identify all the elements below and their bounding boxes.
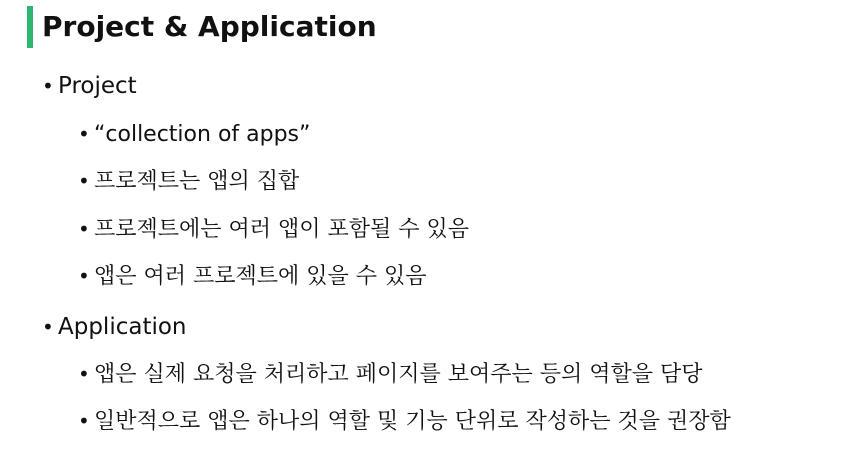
bullet-text: 앱은 실제 요청을 처리하고 페이지를 보여주는 등의 역할을 담당 — [94, 362, 703, 387]
sub-bullet — [78, 166, 299, 196]
bullet-text: “collection of apps” — [94, 122, 311, 147]
bullet-text: Project — [58, 73, 137, 99]
bullet-dot-icon: • — [78, 362, 90, 386]
title-accent-bar — [27, 6, 33, 48]
bullet-text: 일반적으로 앱은 하나의 역할 및 기능 단위로 작성하는 것을 권장함 — [94, 409, 731, 434]
bullet-text: 앱은 여러 프로젝트에 있을 수 있음 — [94, 264, 427, 289]
bullet-text: 프로젝트에는 여러 앱이 포함될 수 있음 — [94, 217, 469, 242]
bullet-dot-icon: • — [78, 122, 90, 146]
sub-bullet — [78, 261, 427, 291]
bullet-dot-icon: • — [78, 409, 90, 433]
bullet-dot-icon: • — [42, 74, 54, 98]
bullet-application — [42, 312, 187, 342]
bullet-text: Application — [58, 314, 187, 340]
sub-bullet — [78, 359, 703, 389]
slide-title: Project & Application — [42, 10, 377, 43]
bullet-dot-icon: • — [78, 217, 90, 241]
bullet-text: 프로젝트는 앱의 집합 — [94, 169, 300, 194]
sub-bullet — [78, 406, 731, 436]
bullet-dot-icon: • — [78, 264, 90, 288]
bullet-dot-icon: • — [42, 315, 54, 339]
bullet-dot-icon: • — [78, 169, 90, 193]
bullet-project — [42, 71, 137, 101]
sub-bullet — [78, 214, 469, 244]
sub-bullet — [78, 119, 310, 149]
